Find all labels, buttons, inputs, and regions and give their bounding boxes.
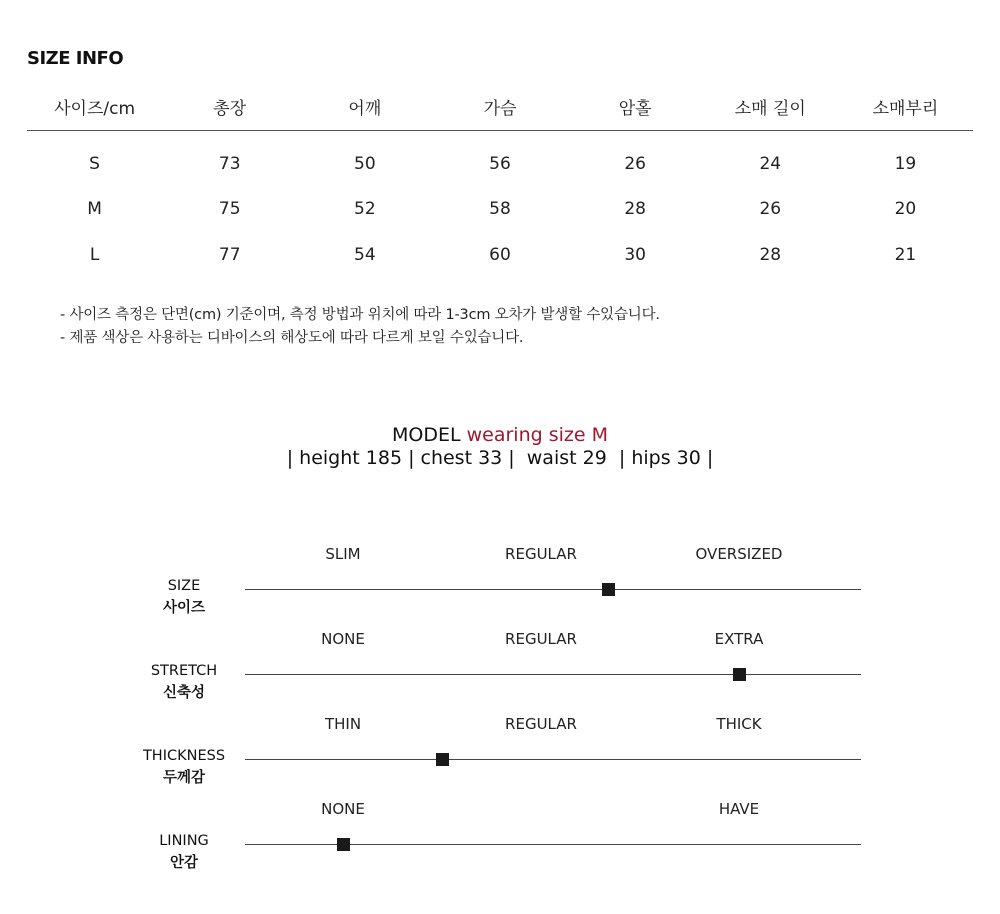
model-label: MODEL: [391, 424, 461, 446]
fit-option-low: NONE: [321, 630, 365, 648]
fit-level-marker: [337, 838, 350, 851]
fit-level-marker: [436, 753, 449, 766]
column-header: 가슴: [432, 82, 567, 131]
note-measurement: - 사이즈 측정은 단면(cm) 기준이며, 측정 방법과 위치에 따라 1-3cm 오차가 발생할 수있습니다.: [60, 307, 660, 323]
model-measurements: | height 185 | chest 33 | waist 29 | hips 30 |: [286, 447, 714, 469]
table-cell: 50: [354, 153, 376, 174]
fit-label-en: STRETCH: [150, 663, 218, 679]
table-cell: 20: [894, 199, 917, 220]
table-cell: 56: [489, 153, 511, 174]
column-header: 암홀: [568, 82, 703, 131]
table-row: [27, 131, 973, 187]
fit-label-ko: 안감: [169, 855, 198, 871]
size-info-title: SIZE INFO: [27, 48, 124, 69]
fit-option-high: THICK: [716, 715, 762, 733]
fit-label-ko: 두께감: [162, 770, 206, 786]
fit-option-mid: REGULAR: [505, 630, 577, 648]
fit-label: [120, 745, 248, 789]
column-header: 어깨: [297, 82, 432, 131]
fit-option-mid: REGULAR: [505, 715, 577, 733]
fit-option-low: NONE: [321, 800, 365, 818]
table-cell: 30: [624, 244, 646, 265]
fit-option-low: THIN: [324, 715, 362, 733]
table-row: [27, 232, 973, 278]
table-cell: 75: [218, 199, 241, 220]
table-cell: 77: [218, 244, 241, 265]
fit-option-low: SLIM: [325, 545, 361, 563]
column-header: 사이즈/cm: [27, 82, 162, 131]
table-cell: 28: [624, 199, 646, 220]
table-cell: L: [89, 244, 100, 265]
fit-option-mid: REGULAR: [505, 545, 577, 563]
fit-option-high: EXTRA: [714, 630, 764, 648]
fit-label: [120, 830, 248, 874]
fit-row-thickness: [0, 715, 1000, 795]
note-color: - 제품 색상은 사용하는 디바이스의 해상도에 따라 다르게 보일 수있습니다.: [60, 330, 524, 346]
size-notes: [60, 304, 660, 350]
model-wearing-size: wearing size M: [466, 424, 608, 446]
fit-label: [120, 660, 248, 704]
table-cell: 21: [894, 244, 917, 265]
fit-level-marker: [733, 668, 746, 681]
fit-scale-line: [245, 589, 861, 590]
model-heading: [0, 424, 1000, 446]
fit-label-en: SIZE: [167, 578, 201, 594]
table-cell: 52: [354, 199, 376, 220]
fit-option-high: OVERSIZED: [695, 545, 783, 563]
table-cell: 58: [489, 199, 511, 220]
table-cell: S: [89, 153, 100, 174]
fit-label-ko: 신축성: [162, 685, 206, 701]
fit-option-high: HAVE: [718, 800, 760, 818]
fit-row-size: [0, 545, 1000, 625]
column-header: 소매 길이: [703, 82, 838, 131]
fit-label-en: LINING: [159, 833, 209, 849]
table-cell: 54: [354, 244, 376, 265]
table-cell: 60: [489, 244, 511, 265]
fit-label-en: THICKNESS: [142, 748, 226, 764]
table-row: [27, 187, 973, 233]
table-cell: 24: [759, 153, 782, 174]
column-header: 총장: [162, 82, 297, 131]
fit-scale-line: [245, 674, 861, 675]
table-cell: 28: [759, 244, 782, 265]
fit-row-stretch: [0, 630, 1000, 710]
fit-level-marker: [602, 583, 615, 596]
table-cell: 26: [624, 153, 646, 174]
fit-label-ko: 사이즈: [162, 600, 206, 616]
fit-label: [120, 575, 248, 619]
size-table: [27, 82, 973, 278]
table-cell: M: [87, 199, 102, 220]
fit-row-lining: [0, 800, 1000, 880]
fit-scale-line: [245, 759, 861, 760]
size-table-header-row: [27, 82, 973, 131]
table-cell: 26: [759, 199, 782, 220]
table-cell: 73: [218, 153, 241, 174]
column-header: 소매부리: [838, 82, 973, 131]
table-cell: 19: [894, 153, 917, 174]
